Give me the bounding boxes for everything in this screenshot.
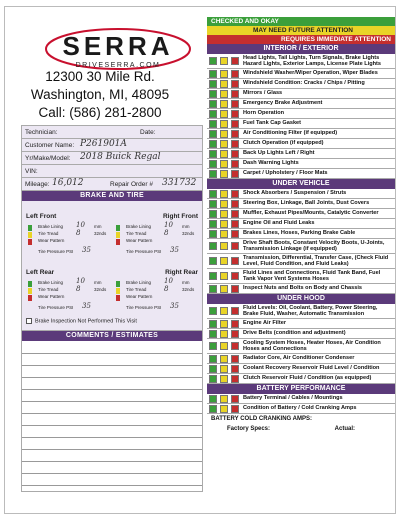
green-status-checkbox[interactable] (209, 320, 217, 328)
lf-color-swatch (28, 239, 32, 245)
checklist-item (207, 209, 395, 219)
status-checkboxes (207, 230, 241, 238)
rf-32nds-unit: 32nds (182, 231, 195, 236)
rf-lining-value: 10 (164, 221, 173, 229)
yellow-status-checkbox[interactable] (220, 160, 228, 168)
green-status-checkbox[interactable] (209, 200, 217, 208)
yellow-status-checkbox[interactable] (220, 150, 228, 158)
status-checkboxes (207, 200, 241, 208)
green-status-checkbox[interactable] (209, 130, 217, 138)
rf-wear-label: Wear Pattern (126, 238, 153, 243)
checklist-item (207, 229, 395, 239)
under-hood-header: UNDER HOOD (207, 294, 395, 304)
lr-color-swatch (28, 295, 32, 301)
checklist-item (207, 79, 395, 89)
red-status-checkbox[interactable] (231, 405, 239, 413)
checklist-item (207, 394, 395, 404)
red-status-checkbox[interactable] (231, 57, 239, 65)
checklist-item-label: Fluid Levels: Oil, Coolant, Battery, Power Steering, Brake Fluid, Washer, Automatic Transmission (243, 304, 378, 317)
comment-line (22, 437, 202, 438)
checklist-item-label: Fluid Lines and Connections, Fluid Tank Band, Fuel Tank Vapor Vent Systems Hoses (243, 269, 381, 282)
status-checkboxes (207, 80, 241, 88)
green-status-checkbox[interactable] (209, 100, 217, 108)
yr-make-value: 2018 Buick Regal (80, 152, 161, 162)
right-front-label: Right Front (162, 213, 198, 220)
status-checkboxes (207, 272, 241, 280)
status-checkboxes (207, 130, 241, 138)
battery-header: BATTERY PERFORMANCE (207, 384, 395, 394)
yellow-status-checkbox[interactable] (220, 210, 228, 218)
red-status-checkbox[interactable] (231, 220, 239, 228)
right-rear-label: Right Rear (165, 269, 198, 276)
status-checkboxes (207, 307, 241, 315)
yellow-status-checkbox[interactable] (220, 230, 228, 238)
actual-label: Actual: (334, 426, 355, 432)
yellow-status-checkbox[interactable] (220, 405, 228, 413)
logo-site: DRIVESERRA.COM (75, 62, 161, 69)
checklist-item-label: Condition of Battery / Cold Cranking Amps (243, 405, 357, 412)
brake-tire-header: BRAKE AND TIRE (22, 191, 202, 201)
checklist-item-label: Battery Terminal / Cables / Mountings (243, 395, 343, 402)
checklist-item-label: Dash Warning Lights (243, 160, 299, 167)
red-status-checkbox[interactable] (231, 100, 239, 108)
comment-line (22, 377, 202, 378)
checklist-item (207, 119, 395, 129)
brake-inspection-checkbox-row[interactable] (26, 318, 137, 324)
customer-value: P261901A (80, 139, 127, 149)
red-status-checkbox[interactable] (231, 80, 239, 88)
status-checkboxes (207, 140, 241, 148)
green-status-checkbox[interactable] (209, 90, 217, 98)
address-street: 12300 30 Mile Rd. (45, 69, 155, 84)
green-status-checkbox[interactable] (209, 140, 217, 148)
brake-inspection-checkbox[interactable] (26, 318, 32, 324)
customer-label: Customer Name: (25, 142, 75, 149)
comment-line (22, 473, 202, 474)
checklist-item (207, 129, 395, 139)
repair-order-label: Repair Order # (110, 181, 153, 188)
red-status-checkbox[interactable] (231, 320, 239, 328)
wheel-left-front (26, 223, 112, 267)
red-status-checkbox[interactable] (231, 395, 239, 403)
green-status-checkbox[interactable] (209, 210, 217, 218)
status-checkboxes (207, 110, 241, 118)
checklist-item (207, 254, 395, 269)
lf-tread-value: 8 (76, 229, 81, 237)
comment-line (22, 413, 202, 414)
checklist-item-label: Windshield Condition: Cracks / Chips / Pitting (243, 80, 365, 87)
checklist-item-label: Engine Air Filter (243, 320, 286, 327)
interior-exterior-header: INTERIOR / EXTERIOR (207, 44, 395, 54)
comments-header: COMMENTS / ESTIMATES (22, 331, 202, 341)
red-status-checkbox[interactable] (231, 70, 239, 78)
date-label: Date: (140, 129, 156, 136)
checklist-item (207, 109, 395, 119)
technician-label: Technician: (25, 129, 58, 136)
left-rear-label: Left Rear (26, 269, 55, 276)
yellow-status-checkbox[interactable] (220, 365, 228, 373)
rf-tread-label: Tire Tread (126, 231, 147, 236)
green-status-checkbox[interactable] (209, 242, 217, 250)
brake-inspection-label: Brake Inspection Not Performed This Visit (35, 318, 137, 325)
rr-lining-value: 10 (164, 277, 173, 285)
green-status-checkbox[interactable] (209, 120, 217, 128)
status-checkboxes (207, 375, 241, 383)
rf-pressure-label: Tire Pressure PSI (126, 249, 162, 254)
status-checkboxes (207, 70, 241, 78)
status-checkboxes (207, 285, 241, 293)
checklist-item-label: Windshield Washer/Wiper Operation, Wiper Blades (243, 70, 378, 77)
red-status-checkbox[interactable] (231, 355, 239, 363)
wheel-right-front (114, 223, 200, 267)
battery-specs-row (207, 424, 395, 434)
brake-tire-section (22, 201, 202, 331)
lf-lining-value: 10 (76, 221, 85, 229)
green-status-checkbox[interactable] (209, 170, 217, 178)
rr-color-swatch (116, 288, 120, 294)
lf-tread-label: Tire Tread (38, 231, 59, 236)
yellow-status-checkbox[interactable] (220, 110, 228, 118)
status-checkboxes (207, 170, 241, 178)
under-hood-list (207, 304, 395, 384)
checklist-item-label: Drive Shaft Boots, Constant Velocity Boots, U-Joints, Transmission Linkage (if equipped) (243, 239, 385, 252)
lf-pressure-label: Tire Pressure PSI (38, 249, 74, 254)
red-status-checkbox[interactable] (231, 160, 239, 168)
checklist-item (207, 99, 395, 109)
green-status-checkbox[interactable] (209, 365, 217, 373)
yellow-status-checkbox[interactable] (220, 57, 228, 65)
status-legend (207, 17, 395, 44)
comment-line (22, 401, 202, 402)
comment-line (22, 365, 202, 366)
yellow-status-checkbox[interactable] (220, 342, 228, 350)
technician-row (22, 126, 202, 139)
lf-color-swatch (28, 232, 32, 238)
checklist-item-label: Steering Box, Linkage, Ball Joints, Dust Covers (243, 200, 370, 207)
checklist-item (207, 199, 395, 209)
checklist-item (207, 364, 395, 374)
yr-make-row[interactable] (22, 152, 202, 165)
green-status-checkbox[interactable] (209, 375, 217, 383)
red-status-checkbox[interactable] (231, 272, 239, 280)
legend-yellow: MAY NEED FUTURE ATTENTION (207, 26, 395, 35)
yellow-status-checkbox[interactable] (220, 330, 228, 338)
comment-line (22, 389, 202, 390)
green-status-checkbox[interactable] (209, 330, 217, 338)
checklist-item (207, 284, 395, 294)
yellow-status-checkbox[interactable] (220, 242, 228, 250)
red-status-checkbox[interactable] (231, 130, 239, 138)
checklist-item-label: Coolant Recovery Reservoir Fluid Level / Condition (243, 365, 380, 372)
checklist-item-label: Horn Operation (243, 110, 285, 117)
lr-lining-label: Brake Lining (38, 280, 64, 285)
status-checkboxes (207, 150, 241, 158)
yellow-status-checkbox[interactable] (220, 285, 228, 293)
red-status-checkbox[interactable] (231, 330, 239, 338)
battery-cca-label: BATTERY COLD CRANKING AMPS: (211, 416, 312, 422)
comment-line (22, 461, 202, 462)
checklist-item-label: Emergency Brake Adjustment (243, 100, 323, 107)
checklist-item-label: Clutch Operation (if equipped) (243, 140, 324, 147)
status-checkboxes (207, 365, 241, 373)
checklist-item (207, 374, 395, 384)
green-status-checkbox[interactable] (209, 150, 217, 158)
red-status-checkbox[interactable] (231, 257, 239, 265)
battery-list (207, 394, 395, 414)
vin-row[interactable] (22, 165, 202, 178)
checklist-item-label: Head Lights, Tail Lights, Turn Signals, Brake Lights Hazard Lights, Exterior Lamps, License Plate Lights (243, 54, 382, 67)
green-status-checkbox[interactable] (209, 285, 217, 293)
checklist-item-label: Clutch Reservoir Fluid / Condition (as equipped) (243, 375, 372, 382)
checklist-item-label: Mirrors / Glass (243, 90, 283, 97)
checklist-item-label: Shock Absorbers / Suspension / Struts (243, 190, 347, 197)
yellow-status-checkbox[interactable] (220, 190, 228, 198)
rr-32nds-unit: 32nds (182, 287, 195, 292)
checklist-item (207, 169, 395, 179)
checklist-item (207, 354, 395, 364)
yellow-status-checkbox[interactable] (220, 120, 228, 128)
lf-lining-label: Brake Lining (38, 224, 64, 229)
green-status-checkbox[interactable] (209, 80, 217, 88)
status-checkboxes (207, 257, 241, 265)
rf-tread-value: 8 (164, 229, 169, 237)
status-checkboxes (207, 160, 241, 168)
checklist-item (207, 189, 395, 199)
status-checkboxes (207, 90, 241, 98)
red-status-checkbox[interactable] (231, 170, 239, 178)
lr-color-swatch (28, 288, 32, 294)
checklist-item-label: Muffler, Exhaust Pipes/Mounts, Catalytic Converter (243, 210, 379, 217)
status-checkboxes (207, 355, 241, 363)
rf-color-swatch (116, 239, 120, 245)
yr-make-label: Yr/Make/Model: (25, 155, 71, 162)
address-phone: Call: (586) 281-2800 (38, 105, 162, 120)
checklist-item (207, 339, 395, 354)
checklist-item (207, 54, 395, 69)
green-status-checkbox[interactable] (209, 307, 217, 315)
under-vehicle-header: UNDER VEHICLE (207, 179, 395, 189)
status-checkboxes (207, 405, 241, 413)
checklist-item-label: Inspect Nuts and Bolts on Body and Chassis (243, 285, 363, 292)
repair-order-value: 331732 (162, 178, 197, 188)
wheel-left-rear (26, 279, 112, 323)
lf-32nds-unit: 32nds (94, 231, 107, 236)
customer-form (21, 125, 203, 492)
lf-mm-unit: mm (94, 224, 102, 229)
checklist-item-label: Brakes Lines, Hoses, Parking Brake Cable (243, 230, 356, 237)
green-status-checkbox[interactable] (209, 342, 217, 350)
status-checkboxes (207, 190, 241, 198)
status-checkboxes (207, 57, 241, 65)
comment-line (22, 449, 202, 450)
lf-color-swatch (28, 225, 32, 231)
checklist-item (207, 304, 395, 319)
lr-psi-value: 35 (82, 302, 91, 310)
checklist-item-label: Air Conditioning Filter (if equipped) (243, 130, 338, 137)
status-checkboxes (207, 342, 241, 350)
green-status-checkbox[interactable] (209, 230, 217, 238)
yellow-status-checkbox[interactable] (220, 200, 228, 208)
red-status-checkbox[interactable] (231, 90, 239, 98)
rr-color-swatch (116, 295, 120, 301)
yellow-status-checkbox[interactable] (220, 100, 228, 108)
lr-pressure-label: Tire Pressure PSI (38, 305, 74, 310)
inspection-form-page (4, 6, 396, 514)
red-status-checkbox[interactable] (231, 140, 239, 148)
yellow-status-checkbox[interactable] (220, 375, 228, 383)
yellow-status-checkbox[interactable] (220, 80, 228, 88)
comment-line (22, 425, 202, 426)
lr-tread-value: 8 (76, 285, 81, 293)
lf-psi-value: 35 (82, 246, 91, 254)
rf-color-swatch (116, 225, 120, 231)
red-status-checkbox[interactable] (231, 307, 239, 315)
red-status-checkbox[interactable] (231, 190, 239, 198)
green-status-checkbox[interactable] (209, 110, 217, 118)
green-status-checkbox[interactable] (209, 257, 217, 265)
logo-text: SERRA (62, 31, 174, 61)
green-status-checkbox[interactable] (209, 272, 217, 280)
status-checkboxes (207, 210, 241, 218)
yellow-status-checkbox[interactable] (220, 355, 228, 363)
rr-wear-label: Wear Pattern (126, 294, 153, 299)
green-status-checkbox[interactable] (209, 395, 217, 403)
checklist-item (207, 269, 395, 284)
rr-lining-label: Brake Lining (126, 280, 152, 285)
rf-psi-value: 35 (170, 246, 179, 254)
lr-tread-label: Tire Tread (38, 287, 59, 292)
green-status-checkbox[interactable] (209, 70, 217, 78)
interior-list (207, 54, 395, 179)
status-checkboxes (207, 220, 241, 228)
checklist-item (207, 69, 395, 79)
checklist-item (207, 89, 395, 99)
yellow-status-checkbox[interactable] (220, 272, 228, 280)
checklist-item-label: Back Up Lights Left / Right (243, 150, 315, 157)
rr-pressure-label: Tire Pressure PSI (126, 305, 162, 310)
green-status-checkbox[interactable] (209, 57, 217, 65)
vin-label: VIN: (25, 168, 38, 175)
status-checkboxes (207, 100, 241, 108)
mileage-label: Mileage: (25, 181, 50, 188)
status-checkboxes (207, 242, 241, 250)
yellow-status-checkbox[interactable] (220, 130, 228, 138)
lr-wear-label: Wear Pattern (38, 294, 65, 299)
checklist-item-label: Transmission, Differential, Transfer Case, (Check Fluid Level, Fluid Condition, and Fluid Leaks) (243, 254, 389, 267)
red-status-checkbox[interactable] (231, 242, 239, 250)
rr-tread-value: 8 (164, 285, 169, 293)
legend-red: REQUIRES IMMEDIATE ATTENTION (207, 35, 395, 44)
checklist-column (207, 17, 395, 434)
comment-line (22, 485, 202, 486)
red-status-checkbox[interactable] (231, 375, 239, 383)
checklist-item (207, 159, 395, 169)
checklist-item-label: Engine Oil and Fluid Leaks (243, 220, 315, 227)
rr-mm-unit: mm (182, 280, 190, 285)
status-checkboxes (207, 120, 241, 128)
red-status-checkbox[interactable] (231, 210, 239, 218)
green-status-checkbox[interactable] (209, 190, 217, 198)
checklist-item (207, 149, 395, 159)
checklist-item-label: Radiator Core, Air Conditioner Condenser (243, 355, 355, 362)
status-checkboxes (207, 320, 241, 328)
yellow-status-checkbox[interactable] (220, 320, 228, 328)
lr-mm-unit: mm (94, 280, 102, 285)
lf-wear-label: Wear Pattern (38, 238, 65, 243)
left-front-label: Left Front (26, 213, 57, 220)
lr-color-swatch (28, 281, 32, 287)
green-status-checkbox[interactable] (209, 220, 217, 228)
rr-tread-label: Tire Tread (126, 287, 147, 292)
lr-32nds-unit: 32nds (94, 287, 107, 292)
checklist-item (207, 139, 395, 149)
comment-line (22, 353, 202, 354)
yellow-status-checkbox[interactable] (220, 257, 228, 265)
yellow-status-checkbox[interactable] (220, 395, 228, 403)
checklist-item-label: Drive Belts (condition and adjustment) (243, 330, 346, 337)
green-status-checkbox[interactable] (209, 160, 217, 168)
red-status-checkbox[interactable] (231, 342, 239, 350)
checklist-item-label: Cooling System Hoses, Heater Hoses, Air Condition Hoses and Connections (243, 339, 381, 352)
under-vehicle-list (207, 189, 395, 294)
lr-lining-value: 10 (76, 277, 85, 285)
checklist-item (207, 404, 395, 414)
red-status-checkbox[interactable] (231, 120, 239, 128)
rf-lining-label: Brake Lining (126, 224, 152, 229)
rr-psi-value: 35 (170, 302, 179, 310)
legend-green: CHECKED AND OKAY (207, 17, 395, 26)
factory-specs-label: Factory Specs: (227, 426, 271, 432)
yellow-status-checkbox[interactable] (220, 70, 228, 78)
yellow-status-checkbox[interactable] (220, 307, 228, 315)
address-city: Washington, MI, 48095 (30, 87, 170, 102)
green-status-checkbox[interactable] (209, 355, 217, 363)
comments-area[interactable] (22, 341, 202, 491)
yellow-status-checkbox[interactable] (220, 170, 228, 178)
checklist-item (207, 319, 395, 329)
mileage-value: 16,012 (52, 178, 84, 188)
checklist-item (207, 239, 395, 254)
status-checkboxes (207, 395, 241, 403)
checklist-item (207, 329, 395, 339)
yellow-status-checkbox[interactable] (220, 220, 228, 228)
customer-row[interactable] (22, 139, 202, 152)
rf-color-swatch (116, 232, 120, 238)
red-status-checkbox[interactable] (231, 110, 239, 118)
green-status-checkbox[interactable] (209, 405, 217, 413)
checklist-item-label: Fuel Tank Cap Gasket (243, 120, 302, 127)
yellow-status-checkbox[interactable] (220, 90, 228, 98)
wheel-right-rear (114, 279, 200, 323)
rr-color-swatch (116, 281, 120, 287)
red-status-checkbox[interactable] (231, 200, 239, 208)
red-status-checkbox[interactable] (231, 150, 239, 158)
red-status-checkbox[interactable] (231, 285, 239, 293)
status-checkboxes (207, 330, 241, 338)
checklist-item (207, 219, 395, 229)
checklist-item-label: Carpet / Upholstery / Floor Mats (243, 170, 328, 177)
red-status-checkbox[interactable] (231, 230, 239, 238)
rf-mm-unit: mm (182, 224, 190, 229)
mileage-row[interactable] (22, 178, 202, 191)
red-status-checkbox[interactable] (231, 365, 239, 373)
yellow-status-checkbox[interactable] (220, 140, 228, 148)
